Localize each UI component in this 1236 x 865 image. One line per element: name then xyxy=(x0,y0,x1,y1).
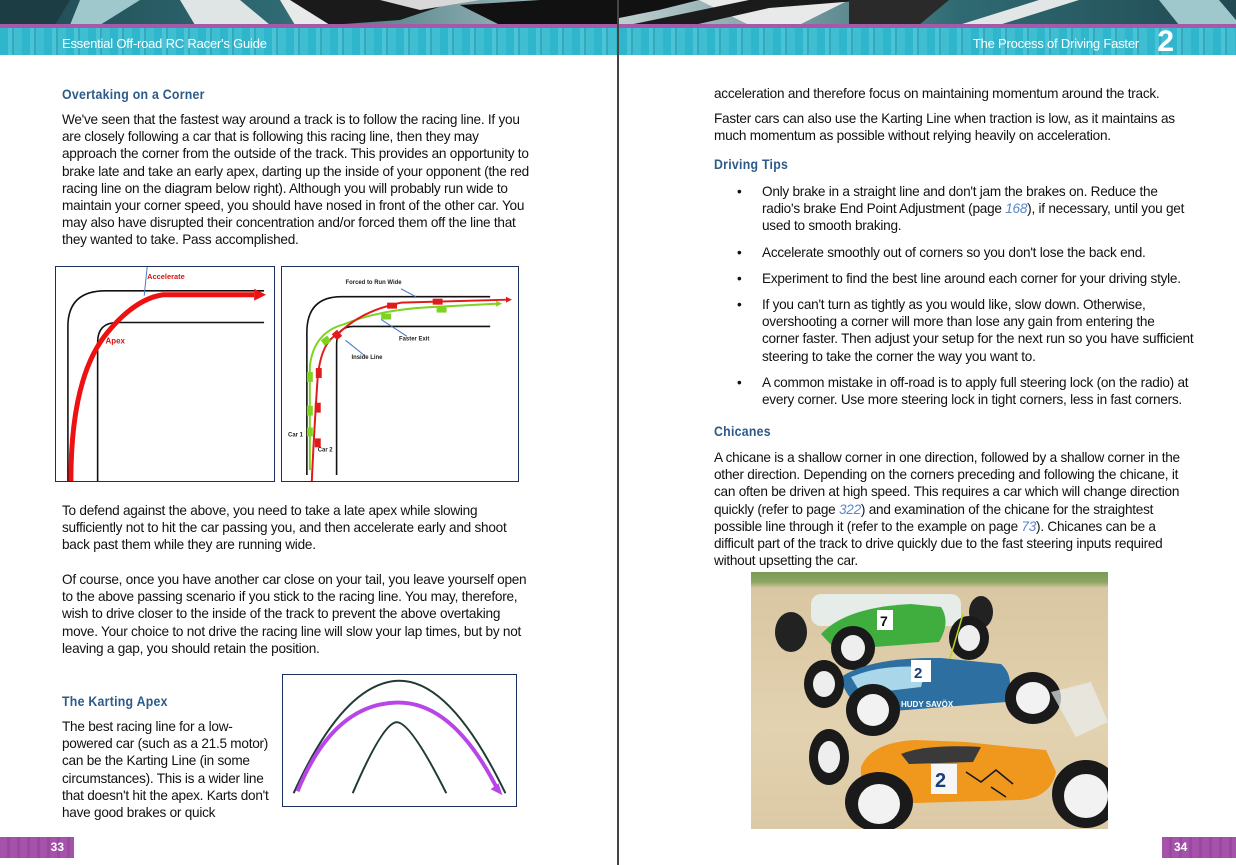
label-forced-to-run-wide: Forced to Run Wide xyxy=(345,279,402,286)
bullet-icon: • xyxy=(737,374,742,390)
karting-line-diagram xyxy=(282,674,517,807)
book-title: Essential Off-road RC Racer's Guide xyxy=(62,36,267,51)
label-accelerate: Accelerate xyxy=(147,271,185,281)
paragraph-faster-cars: Faster cars can also use the Karting Line when traction is low, as it maintains as much momentum as possible without relying heavily on acceleration. xyxy=(714,111,1175,144)
label-inside-line: Inside Line xyxy=(351,355,383,362)
label-apex: Apex xyxy=(105,336,125,346)
tip-item-steering-lock: • A common mistake in off-road is to apply full steering lock (on the radio) at every corner. Use more steering lock in tight corners, less in fast corners. xyxy=(737,374,1189,408)
checkered-flag-graphic xyxy=(0,0,618,25)
heading-overtaking-on-a-corner: Overtaking on a Corner xyxy=(62,86,205,102)
chapter-title: The Process of Driving Faster xyxy=(972,36,1139,51)
car-number-2-orange: 2 xyxy=(935,770,947,792)
page-link-73[interactable]: 73 xyxy=(1021,518,1037,534)
checkered-flag-graphic-right xyxy=(619,0,1236,25)
bullet-icon: • xyxy=(737,270,742,286)
checkered-flag-banner xyxy=(0,0,618,25)
tip-item-slow-down: • If you can't turn as tightly as you would like, slow down. Otherwise, overshooting a corner will more than lose any gain from entering the corner faster. Then adjust your setup for the next run so you have sufficient steering to take the corner the way you want to. xyxy=(737,297,1194,364)
bullet-icon: • xyxy=(737,184,742,199)
overtaking-two-cars-diagram xyxy=(281,266,519,482)
page-number-33: 33 xyxy=(0,837,74,858)
car-sponsor-text: HUDY SAVÖX xyxy=(901,700,954,709)
header-band-right xyxy=(619,28,1236,55)
tip-item-accelerate: • Accelerate smoothly out of corners so you don't lose the back end. xyxy=(737,244,1146,260)
book-spine-divider xyxy=(617,0,619,865)
bullet-icon: • xyxy=(737,297,742,313)
car-number-7: 7 xyxy=(880,613,888,629)
heading-chicanes: Chicanes xyxy=(714,423,771,439)
label-car-1: Car 1 xyxy=(288,432,303,439)
driving-tips-list xyxy=(714,183,1194,417)
rc-buggies-image xyxy=(751,572,1108,829)
karting-line-graphic xyxy=(283,675,516,806)
car-number-2-blue: 2 xyxy=(914,665,923,682)
racing-line-apex-diagram xyxy=(55,266,275,482)
overtaking-diagram-graphic xyxy=(282,267,518,481)
page-link-322[interactable]: 322 xyxy=(838,501,861,517)
paragraph-karting-line: The best racing line for a low-powered car (such as a 21.5 motor) can be the Karting Line (in some circumstances). This is a wider line that doesn't hit the apex. Karts don't have good brakes or quick xyxy=(62,719,269,821)
rc-buggies-photo xyxy=(751,572,1108,829)
paragraph-racing-line-tradeoff: Of course, once you have another car close on your tail, you leave yourself open to the above passing scenario if you stick to the racing line. You may, therefore, wish to drive closer to the inside of the track to prevent the above overtaking move. Your choice to not drive the racing line will slow your lap times, but by not leaving a gap, you should retain the position. xyxy=(62,572,527,656)
label-car-2: Car 2 xyxy=(317,447,333,454)
paragraph-overtaking-intro: We've seen that the fastest way around a track is to follow the racing line. If you are closely following a car that is following this racing line, then they may approach the corner from the outside of the track. This provides an opportunity to brake late and take an early apex, darting up the inside of your opponent (the red racing line on the diagram below right). Although you will probably run wide to maintain your corner speed, you should have nosed in front of the other car. You may also have disrupted their concentration and/or forced them off the line that they wanted to take. Pass accomplished. xyxy=(62,112,529,248)
checkered-flag-banner-right xyxy=(619,0,1236,25)
page-number-34: 34 xyxy=(1162,837,1236,858)
heading-driving-tips: Driving Tips xyxy=(714,156,789,172)
tip-item-braking: • Only brake in a straight line and don't jam the brakes on. Reduce the radio's brake End Point Adjustment (page 168), if necessary, until you get used to smooth braking. xyxy=(737,184,1185,234)
paragraph-karting-continued: acceleration and therefore focus on maintaining momentum around the track. xyxy=(714,86,1160,101)
label-faster-exit: Faster Exit xyxy=(399,336,430,343)
right-page xyxy=(619,0,1236,865)
tip-item-experiment: • Experiment to find the best line around each corner for your driving style. xyxy=(737,270,1181,286)
paragraph-defend: To defend against the above, you need to take a late apex while slowing sufficiently not to hit the car passing you, and then accelerate early and shoot back past them while they are running wide. xyxy=(62,503,507,553)
paragraph-chicanes: A chicane is a shallow corner in one direction, followed by a shallow corner in the other direction. Depending on the corners preceding and following the chicane, it can often be driven at high speed. This requires a car which will change direction quickly (refer to page 322) and examination of the chicane for the straightest possible line through it (refer to the example on page 73). Chicanes can be a difficult part of the track to drive quickly due to the fast steering inputs required without upsetting the car. xyxy=(714,450,1180,569)
chapter-number: 2 xyxy=(1157,25,1174,58)
racing-line-diagram-graphic xyxy=(56,267,274,481)
page-link-168[interactable]: 168 xyxy=(1005,201,1028,217)
bullet-icon: • xyxy=(737,244,742,260)
heading-karting-apex: The Karting Apex xyxy=(62,693,168,709)
